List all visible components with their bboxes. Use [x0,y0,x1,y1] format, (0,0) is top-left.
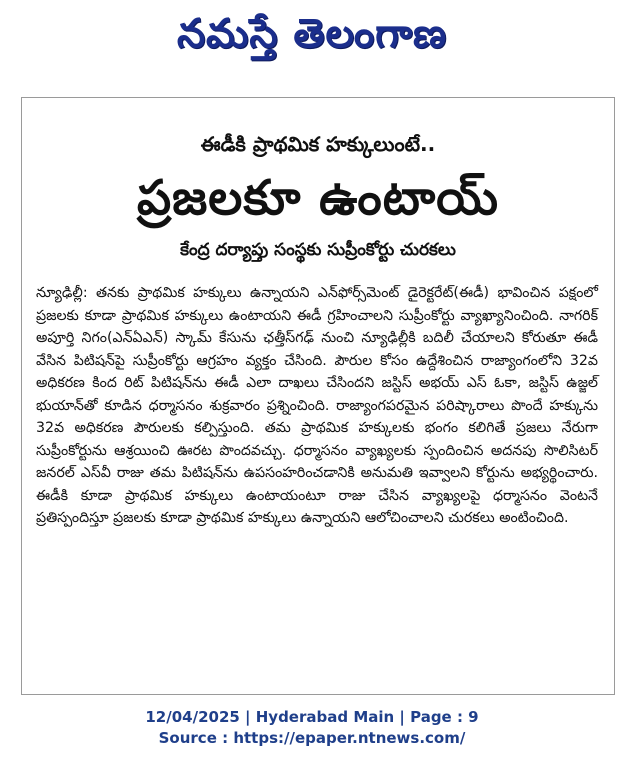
article-kicker: ఈడీకి ప్రాథమిక హక్కులుంటే.. [200,132,436,156]
news-clipping [21,97,615,695]
newspaper-logo: నమస్తే తెలంగాణ [176,11,448,57]
article-body [36,282,598,530]
masthead [0,0,624,78]
edition-info: 12/04/2025 | Hyderabad Main | Page : 9 [145,708,479,726]
source-link[interactable]: Source : https://epaper.ntnews.com/ [158,729,466,747]
article-subhead: కేంద్ర దర్యాప్తు సంస్థకు సుప్రీంకోర్టు చురకలు [180,240,456,260]
article-headline: ప్రజలకూ ఉంటాయ్ [137,170,499,226]
article-paragraph: న్యూఢిల్లీ: తనకు ప్రాథమిక హక్కులు ఉన్నాయని ఎన్‌ఫోర్స్‌మెంట్ డైరెక్టరేట్(ఈడీ) భావించిన పక్షంలో ప్రజలకు కూడా ప్రాథమిక హక్కులు ఉంటాయని ఈడీ గ్రహించాలని సుప్రీంకోర్టు వ్యాఖ్యానించింది. నాగరిక్ అపూర్తి నిగం(ఎన్‌ఏఎన్) స్కామ్ కేసును ఛత్తీస్‌గఢ్ నుంచి న్యూఢిల్లీకి బదిలీ చేయాలని కోరుతూ ఈడీ వేసిన పిటిషన్‌పై సుప్రీంకోర్టు ఆగ్రహం వ్యక్తం చేసింది. పౌరుల కోసం ఉద్దేశించిన రాజ్యాంగంలోని 32వ అధికరణ కింద రిట్ పిటిషన్‌ను ఈడీ ఎలా దాఖలు చేసిందని జస్టిస్ అభయ్ ఎస్ ఓకా, జస్టిస్ ఉజ్జల్ భుయాన్‌తో కూడిన ధర్మాసనం శుక్రవారం ప్రశ్నించింది. రాజ్యాంగపరమైన పరిష్కారాలు పొందే హక్కును 32వ అధికరణ పౌరులకు కల్పిస్తుంది. తమ ప్రాథమిక హక్కులకు భంగం కలిగితే ప్రజలు నేరుగా సుప్రీంకోర్టును ఆశ్రయించి ఊరట పొందవచ్చు. ధర్మాసనం వ్యాఖ్యలకు స్పందించిన అదనపు సొలిసిటర్ జనరల్ ఎస్‌వీ రాజు తమ పిటిషన్‌ను ఉపసంహరించడానికి అనుమతి ఇవ్వాలని కోర్టును అభ్యర్థించారు. ఈడీకి కూడా ప్రాథమిక హక్కులు ఉంటాయంటూ రాజు చేసిన వ్యాఖ్యలపై ధర్మాసనం వెంటనే ప్రతిస్పందిస్తూ ప్రజలకు కూడా ప్రాథమిక హక్కులు ఉన్నాయని ఆలోచించాలని చురకలు అంటించింది. [36,285,598,526]
